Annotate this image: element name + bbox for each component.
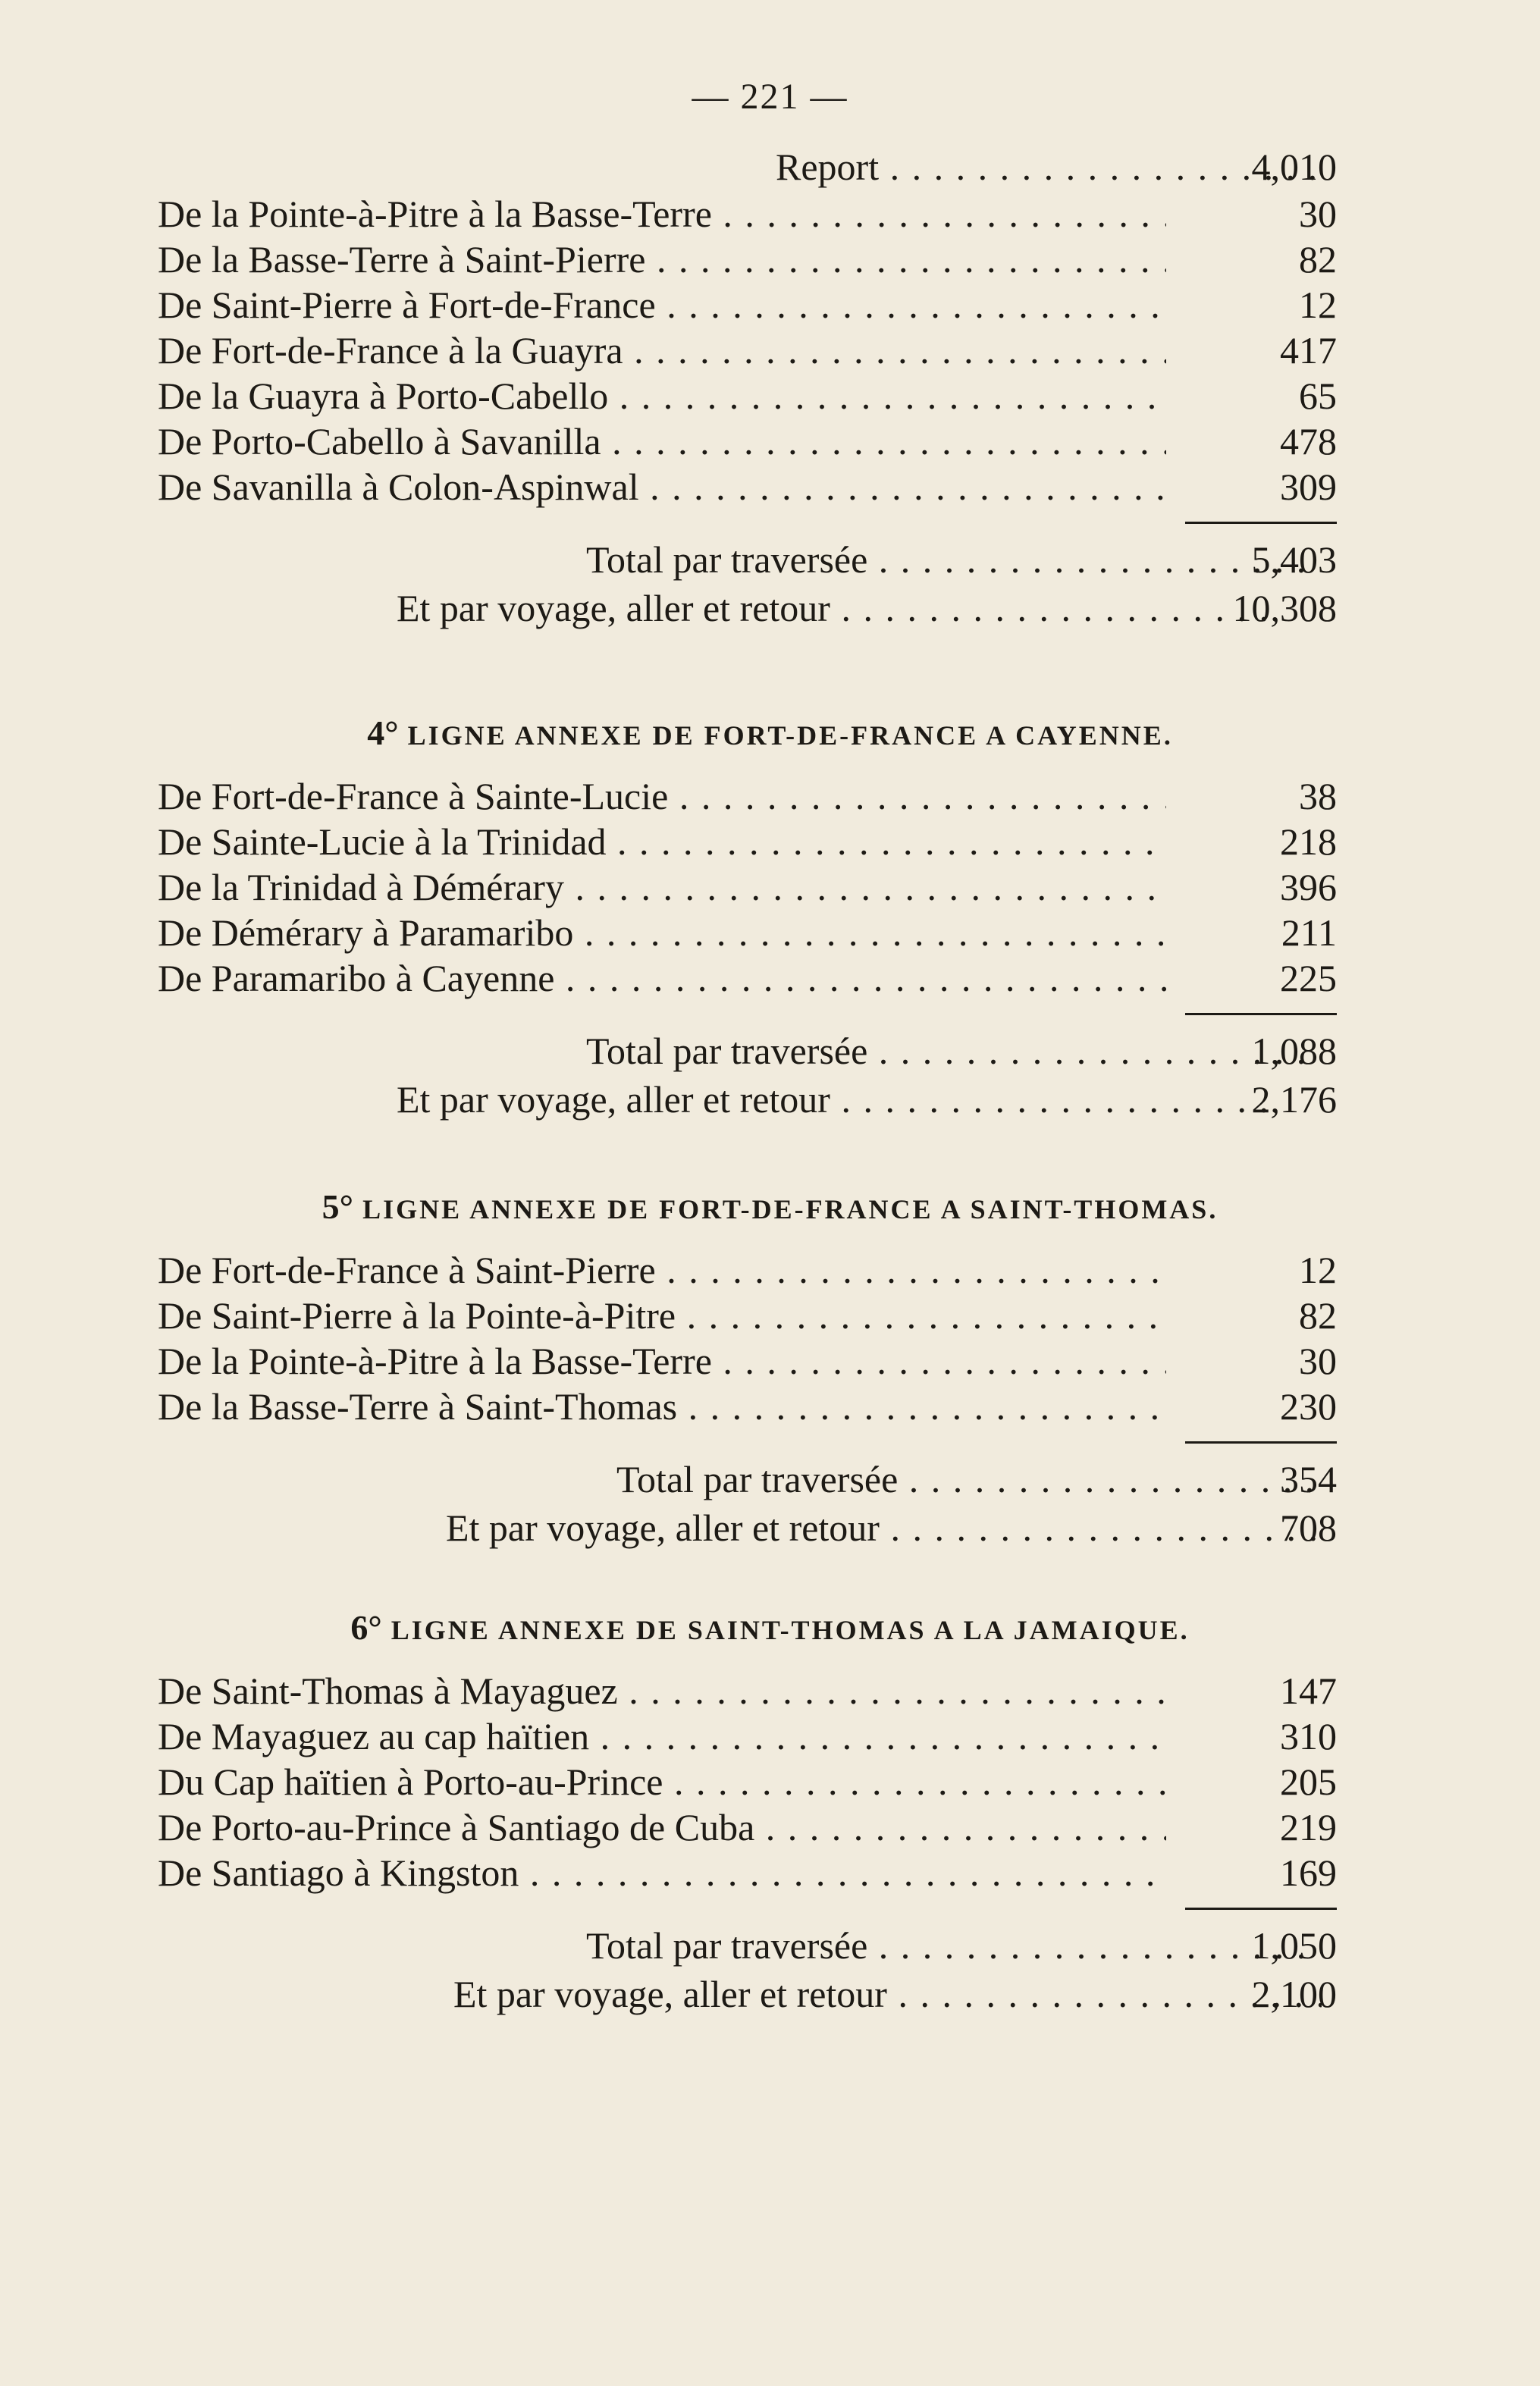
heading-number: 5° [321,1187,354,1226]
row-label: De la Pointe-à-Pitre à la Basse-Terre . . . [158,1338,1166,1384]
heading-number: 4° [367,713,399,752]
row-value: 12 [1299,284,1337,326]
total-value: 1,088 [1251,1030,1337,1072]
trip-row [158,1970,1337,2018]
row-value: 30 [1299,1340,1337,1382]
trip-row [158,1503,1337,1552]
table-row [158,1759,1337,1804]
heading-number: 6° [350,1608,382,1647]
row-value: 82 [1299,1294,1337,1337]
row-value: 211 [1281,911,1337,954]
total-row [158,535,1337,584]
row-value: 309 [1280,466,1337,508]
sum-rule [1185,522,1337,524]
trip-value: 2,100 [1251,1973,1337,2015]
row-label: De la Guayra à Porto-Cabello . . . [158,373,1166,419]
total-row [158,1455,1337,1503]
row-label: De la Trinidad à Démérary . . . [158,864,1166,910]
section-6-heading [0,1607,1540,1648]
section-4-heading [0,713,1540,753]
row-label: De Fort-de-France à Saint-Pierre . . . [158,1247,1166,1293]
trip-label: Et par voyage, aller et retour . . . [453,1970,1322,2018]
report-label: Report . . . [776,143,1322,191]
row-value: 310 [1280,1715,1337,1757]
row-value: 396 [1280,866,1337,908]
table-row [158,1713,1337,1759]
trip-value: 708 [1280,1507,1337,1549]
total-row [158,1027,1337,1075]
total-value: 1,050 [1251,1924,1337,1967]
table-row [158,819,1337,864]
table-row [158,1850,1337,1895]
row-label: Du Cap haïtien à Porto-au-Prince . . . [158,1759,1166,1804]
table-row [158,773,1337,819]
total-label: Total par traversée . . . [586,535,1322,584]
trip-label: Et par voyage, aller et retour . . . [397,1075,1329,1124]
row-value: 65 [1299,375,1337,417]
row-value: 147 [1280,1670,1337,1712]
section-5 [158,1247,1337,1552]
row-value: 169 [1280,1851,1337,1894]
trip-value: 2,176 [1251,1078,1337,1121]
row-value: 417 [1280,329,1337,372]
table-row [158,864,1337,910]
table-row [158,191,1337,237]
heading-text: LIGNE ANNEXE DE SAINT-THOMAS A LA JAMAIQUE. [390,1615,1190,1645]
row-label: De Fort-de-France à Sainte-Lucie . . . [158,773,1166,819]
total-value: 354 [1280,1458,1337,1500]
row-label: De Porto-au-Prince à Santiago de Cuba . . . [158,1804,1166,1850]
table-row [158,910,1337,955]
trip-row [158,1075,1337,1124]
section-6 [158,1668,1337,2018]
row-value: 225 [1280,957,1337,999]
row-label: De Porto-Cabello à Savanilla . . . [158,419,1166,464]
row-label: De la Pointe-à-Pitre à la Basse-Terre . . . [158,191,1166,237]
total-label: Total par traversée . . . [616,1455,1322,1503]
trip-label: Et par voyage, aller et retour . . . [446,1503,1329,1552]
row-label: De la Basse-Terre à Saint-Thomas . . . [158,1384,1166,1429]
row-value: 205 [1280,1760,1337,1803]
row-label: De Mayaguez au cap haïtien . . . [158,1713,1166,1759]
row-label: De Saint-Pierre à la Pointe-à-Pitre . . . [158,1293,1166,1338]
sum-rule [1185,1013,1337,1015]
section-5-heading [0,1187,1540,1227]
trip-row [158,584,1337,632]
total-label: Total par traversée . . . [586,1027,1322,1075]
table-row [158,1293,1337,1338]
row-value: 219 [1280,1806,1337,1848]
heading-text: LIGNE ANNEXE DE FORT-DE-FRANCE A CAYENNE. [407,720,1173,751]
table-row [158,237,1337,282]
row-value: 82 [1299,238,1337,281]
total-row [158,1921,1337,1970]
row-value: 478 [1280,420,1337,462]
row-label: De Fort-de-France à la Guayra . . . [158,328,1166,373]
sum-rule [1185,1441,1337,1444]
row-label: De la Basse-Terre à Saint-Pierre . . . [158,237,1166,282]
table-row [158,955,1337,1001]
row-label: De Santiago à Kingston . . . [158,1850,1166,1895]
table-row [158,464,1337,509]
row-label: De Saint-Pierre à Fort-de-France . . . [158,282,1166,328]
table-row [158,1384,1337,1429]
table-row [158,419,1337,464]
trip-label: Et par voyage, aller et retour . . . [397,584,1329,632]
heading-text: LIGNE ANNEXE DE FORT-DE-FRANCE A SAINT-THOMAS. [362,1194,1219,1224]
row-label: De Saint-Thomas à Mayaguez . . . [158,1668,1166,1713]
row-label: De Paramaribo à Cayenne . . . [158,955,1166,1001]
table-row [158,328,1337,373]
total-value: 5,403 [1251,538,1337,581]
row-value: 38 [1299,775,1337,817]
section-4 [158,773,1337,1124]
row-value: 218 [1280,820,1337,863]
trip-value: 10,308 [1232,587,1337,629]
row-label: De Sainte-Lucie à la Trinidad . . . [158,819,1166,864]
table-row [158,1247,1337,1293]
table-row [158,1668,1337,1713]
row-label: De Savanilla à Colon-Aspinwal . . . [158,464,1166,509]
table-row [158,373,1337,419]
row-value: 230 [1280,1385,1337,1428]
report-row [158,143,1337,191]
row-label: De Démérary à Paramaribo . . . [158,910,1166,955]
sum-rule [1185,1908,1337,1910]
report-value: 4,010 [1251,146,1337,188]
table-row [158,282,1337,328]
table-row [158,1804,1337,1850]
table-row [158,1338,1337,1384]
total-label: Total par traversée . . . [586,1921,1322,1970]
page-number: — 221 — [692,77,848,117]
section-3-continued [158,143,1337,632]
row-value: 30 [1299,193,1337,235]
row-value: 12 [1299,1249,1337,1291]
